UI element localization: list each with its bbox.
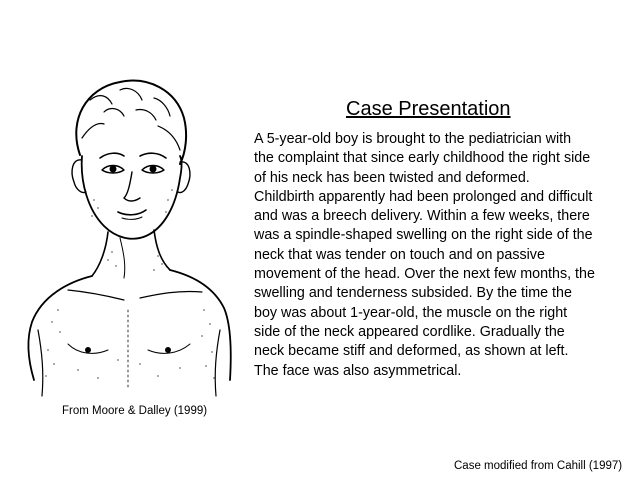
case-line: side of the neck appeared cordlike. Gradually the	[254, 323, 565, 340]
case-line: neck became stiff and deformed, as shown at left.	[254, 343, 569, 360]
case-line: Childbirth apparently had been prolonged and difficult	[254, 188, 593, 205]
case-line: boy was about 1-year-old, the muscle on the right	[254, 304, 568, 321]
case-line: movement of the head. Over the next few months, the	[254, 266, 595, 283]
case-line: A 5-year-old boy is brought to the pediatrician with	[254, 131, 572, 147]
case-line: was a spindle-shaped swelling on the right side of the	[254, 227, 593, 244]
case-line: swelling and tenderness subsided. By the time the	[254, 285, 572, 302]
slide-title: Case Presentation	[346, 98, 511, 120]
child-illustration	[8, 60, 248, 400]
case-line: neck that was tender on touch and on passive	[254, 246, 545, 263]
case-credit: Case modified from Cahill (1997)	[454, 460, 623, 472]
case-line: The face was also asymmetrical.	[254, 362, 462, 379]
case-line: and was a breech delivery. Within a few weeks, there	[254, 208, 590, 225]
case-line: the complaint that since early childhood the right side	[254, 150, 591, 167]
case-description	[254, 130, 634, 381]
case-line: of his neck has been twisted and deformed.	[254, 169, 530, 186]
figure-credit: From Moore & Dalley (1999)	[62, 405, 208, 417]
